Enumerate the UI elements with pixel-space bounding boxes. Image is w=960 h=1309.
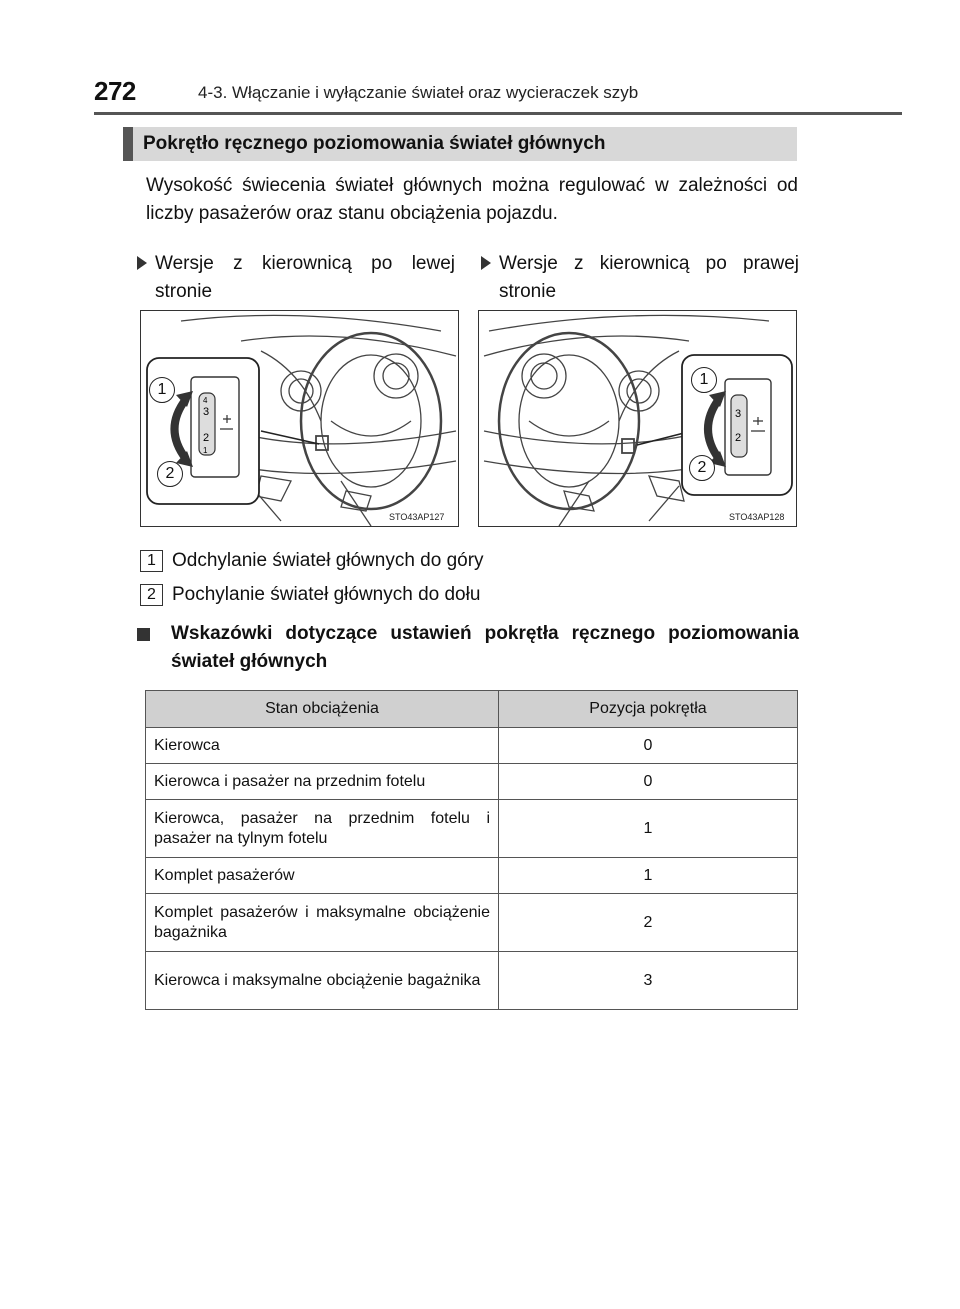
table-row	[146, 764, 798, 800]
cell-dial-position: 1	[499, 858, 798, 894]
figure-code-right: STO43AP128	[729, 512, 785, 522]
callout-2: 2	[157, 461, 183, 487]
cell-load-state: Kierowca, pasażer na przednim fotelu i pasażer na tylnym fotelu	[146, 800, 499, 858]
dial-mark-4: 4	[203, 396, 208, 405]
table-row	[146, 952, 798, 1010]
legend-label: Odchylanie świateł głównych do góry	[172, 550, 484, 571]
dial-mark-3: 3	[735, 408, 742, 420]
triangle-bullet-icon	[481, 256, 491, 270]
figure-left-hand-drive	[140, 310, 459, 527]
table-header-row	[146, 691, 798, 728]
table-row	[146, 894, 798, 952]
intro-paragraph: Wysokość świecenia świateł głównych można regulować w zależności od liczby pasażerów oraz stanu obciążenia pojazdu.	[146, 175, 798, 224]
table-row	[146, 800, 798, 858]
cell-load-state: Kierowca i maksymalne obciążenie bagażnika	[146, 952, 499, 1010]
page-number: 272	[94, 76, 136, 106]
triangle-bullet-icon	[137, 256, 147, 270]
cell-dial-position: 1	[499, 800, 798, 858]
legend-label: Pochylanie świateł głównych do dołu	[172, 584, 481, 605]
dial-mark-3: 3	[203, 406, 210, 418]
square-bullet-icon	[137, 628, 150, 641]
cell-load-state: Komplet pasażerów i maksymalne obciążenie bagażnika	[146, 894, 499, 952]
page-header	[94, 76, 902, 114]
section-title-bar	[123, 127, 797, 161]
cell-dial-position: 3	[499, 952, 798, 1010]
section-title: Pokrętło ręcznego poziomowania świateł głównych	[143, 133, 606, 154]
legend-number: 2	[140, 584, 163, 606]
figure-right-hand-drive	[478, 310, 797, 527]
cell-load-state: Komplet pasażerów	[146, 858, 499, 894]
legend-number: 1	[140, 550, 163, 572]
callout-1: 1	[691, 367, 717, 393]
dashboard-illustration-left	[141, 311, 459, 527]
dashboard-illustration-right	[479, 311, 797, 527]
subheading-text: Wskazówki dotyczące ustawień pokrętła ręcznego poziomowania świateł głównych	[171, 623, 799, 672]
column-header-load-state: Stan obciążenia	[146, 691, 499, 728]
variant-left-text: Wersje z kierownicą po lewej stronie	[155, 253, 455, 302]
variant-right-text: Wersje z kierownicą po prawej stronie	[499, 253, 799, 302]
column-header-dial-position: Pozycja pokrętła	[499, 691, 798, 728]
header-rule	[94, 112, 902, 115]
cell-dial-position: 0	[499, 728, 798, 764]
table-row	[146, 728, 798, 764]
callout-2: 2	[689, 455, 715, 481]
load-position-table	[145, 690, 798, 1010]
cell-load-state: Kierowca	[146, 728, 499, 764]
table-row	[146, 858, 798, 894]
cell-dial-position: 0	[499, 764, 798, 800]
dial-mark-2: 2	[735, 432, 742, 444]
running-title: 4-3. Włączanie i wyłączanie świateł oraz wycieraczek szyb	[198, 83, 639, 102]
figure-code-left: STO43AP127	[389, 512, 445, 522]
cell-load-state: Kierowca i pasażer na przednim fotelu	[146, 764, 499, 800]
dial-mark-2: 2	[203, 432, 210, 444]
callout-1: 1	[149, 377, 175, 403]
cell-dial-position: 2	[499, 894, 798, 952]
dial-mark-1: 1	[203, 446, 208, 455]
